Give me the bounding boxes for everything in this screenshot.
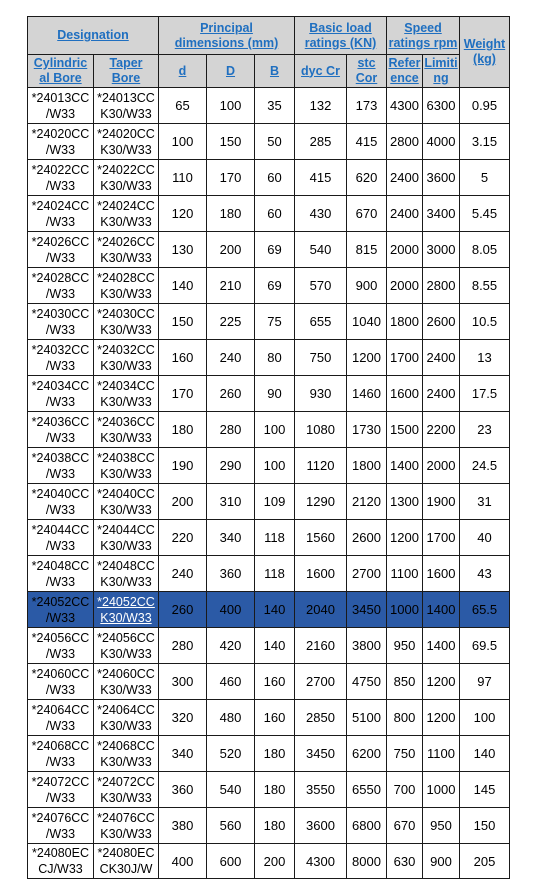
cylindrical-bore-cell: *24013CC /W33 [28,88,94,124]
table-row [28,124,510,160]
cylindrical-bore-cell: *24064CC /W33 [28,700,94,736]
dynamic-load-cell: 570 [295,268,347,304]
reference-speed-cell: 850 [387,664,423,700]
limiting-speed-cell: 1200 [423,700,460,736]
weight-cell: 100 [460,700,510,736]
width-b-cell: 140 [255,592,295,628]
bore-d-cell: 65 [159,88,207,124]
static-load-cell: 6200 [347,736,387,772]
table-row [28,736,510,772]
bore-d-cell: 170 [159,376,207,412]
limiting-speed-cell: 3400 [423,196,460,232]
reference-speed-cell: 2400 [387,196,423,232]
dynamic-load-cell: 2700 [295,664,347,700]
bore-d-cell: 360 [159,772,207,808]
static-load-cell: 8000 [347,844,387,879]
cylindrical-bore-cell: *24020CC /W33 [28,124,94,160]
principal-dimensions-header[interactable]: Principal dimensions (mm) [159,17,295,55]
width-b-cell: 140 [255,628,295,664]
cylindrical-bore-cell: *24056CC /W33 [28,628,94,664]
cylindrical-bore-cell: *24032CC /W33 [28,340,94,376]
cylindrical-bore-cell: *24068CC /W33 [28,736,94,772]
weight-cell: 40 [460,520,510,556]
outer-d-cell: 420 [207,628,255,664]
static-load-cell: 415 [347,124,387,160]
weight-cell: 23 [460,412,510,448]
cylindrical-bore-cell: *24022CC /W33 [28,160,94,196]
limiting-speed-cell: 2400 [423,376,460,412]
table-row [28,520,510,556]
outer-d-cell: 150 [207,124,255,160]
weight-cell: 5.45 [460,196,510,232]
table-row [28,484,510,520]
table-row [28,448,510,484]
reference-speed-header[interactable]: Refer ence [387,55,423,88]
table-row [28,664,510,700]
table-row [28,808,510,844]
width-b-cell: 60 [255,196,295,232]
table-row [28,88,510,124]
reference-speed-cell: 2000 [387,232,423,268]
limiting-speed-cell: 2600 [423,304,460,340]
dynamic-load-cell: 750 [295,340,347,376]
reference-speed-cell: 4300 [387,88,423,124]
dynamic-load-cell: 3600 [295,808,347,844]
outer-d-cell: 600 [207,844,255,879]
table-row [28,304,510,340]
taper-bore-cell[interactable]: *24032CC K30/W33 [94,340,159,376]
outer-d-cell: 310 [207,484,255,520]
bore-d-cell: 130 [159,232,207,268]
limiting-speed-cell: 1700 [423,520,460,556]
taper-bore-cell[interactable]: *24076CC K30/W33 [94,808,159,844]
static-load-cell: 3800 [347,628,387,664]
taper-bore-cell[interactable]: *24028CC K30/W33 [94,268,159,304]
cylindrical-bore-cell: *24048CC /W33 [28,556,94,592]
outer-d-cell: 240 [207,340,255,376]
width-b-cell: 100 [255,448,295,484]
weight-cell: 31 [460,484,510,520]
dynamic-load-cell: 430 [295,196,347,232]
cylindrical-bore-cell: *24028CC /W33 [28,268,94,304]
reference-speed-cell: 1200 [387,520,423,556]
reference-speed-cell: 2000 [387,268,423,304]
reference-speed-cell: 1700 [387,340,423,376]
taper-bore-cell[interactable]: *24024CC K30/W33 [94,196,159,232]
dynamic-load-cell: 1080 [295,412,347,448]
reference-speed-cell: 1100 [387,556,423,592]
weight-cell: 13 [460,340,510,376]
table-row [28,844,510,879]
table-row [28,772,510,808]
width-b-cell: 160 [255,664,295,700]
weight-cell: 150 [460,808,510,844]
static-load-cell: 2700 [347,556,387,592]
limiting-speed-cell: 2400 [423,340,460,376]
static-load-cell: 815 [347,232,387,268]
dynamic-load-cell: 2850 [295,700,347,736]
reference-speed-cell: 1000 [387,592,423,628]
limiting-speed-cell: 1600 [423,556,460,592]
reference-speed-cell: 1600 [387,376,423,412]
reference-speed-cell: 800 [387,700,423,736]
taper-bore-header[interactable]: Taper Bore [94,55,159,88]
table-row [28,628,510,664]
bore-d-cell: 140 [159,268,207,304]
cylindrical-bore-cell: *24036CC /W33 [28,412,94,448]
bore-d-cell: 150 [159,304,207,340]
table-row-selected [28,592,510,628]
taper-bore-cell[interactable]: *24060CC K30/W33 [94,664,159,700]
width-b-cell: 180 [255,736,295,772]
taper-bore-cell[interactable]: *24064CC K30/W33 [94,700,159,736]
outer-d-cell: 180 [207,196,255,232]
reference-speed-cell: 700 [387,772,423,808]
limiting-speed-cell: 1000 [423,772,460,808]
weight-cell: 8.55 [460,268,510,304]
taper-bore-cell[interactable]: *24013CC K30/W33 [94,88,159,124]
static-load-cell: 2120 [347,484,387,520]
width-b-cell: 69 [255,232,295,268]
static-load-cell: 5100 [347,700,387,736]
dynamic-load-cell: 3550 [295,772,347,808]
basic-load-ratings-header[interactable]: Basic load ratings (KN) [295,17,387,55]
taper-bore-link[interactable]: *24052CC K30/W33 [94,592,159,628]
bore-d-cell: 300 [159,664,207,700]
weight-cell: 3.15 [460,124,510,160]
limiting-speed-header[interactable]: Limiti ng [423,55,460,88]
outer-d-cell: 200 [207,232,255,268]
bore-d-cell: 400 [159,844,207,879]
width-b-cell: 118 [255,520,295,556]
outer-d-cell: 480 [207,700,255,736]
limiting-speed-cell: 6300 [423,88,460,124]
reference-speed-cell: 670 [387,808,423,844]
outer-d-cell: 400 [207,592,255,628]
dynamic-load-cell: 2040 [295,592,347,628]
limiting-speed-cell: 2200 [423,412,460,448]
taper-bore-cell[interactable]: *24048CC K30/W33 [94,556,159,592]
reference-speed-cell: 1300 [387,484,423,520]
bore-d-cell: 110 [159,160,207,196]
dynamic-load-cell: 4300 [295,844,347,879]
table-row [28,376,510,412]
taper-bore-cell[interactable]: *24068CC K30/W33 [94,736,159,772]
bore-d-cell: 320 [159,700,207,736]
reference-speed-cell: 1800 [387,304,423,340]
table-row [28,196,510,232]
weight-cell: 65.5 [460,592,510,628]
width-b-cell: 60 [255,160,295,196]
table-row [28,160,510,196]
dynamic-load-cell: 3450 [295,736,347,772]
bore-d-cell: 190 [159,448,207,484]
outer-d-cell: 210 [207,268,255,304]
bore-d-cell: 340 [159,736,207,772]
outer-d-cell: 290 [207,448,255,484]
static-load-header[interactable]: stc Cor [347,55,387,88]
dynamic-load-cell: 132 [295,88,347,124]
outer-d-cell: 260 [207,376,255,412]
taper-bore-cell[interactable]: *24030CC K30/W33 [94,304,159,340]
outer-d-cell: 360 [207,556,255,592]
width-b-cell: 80 [255,340,295,376]
dynamic-load-cell: 930 [295,376,347,412]
limiting-speed-cell: 4000 [423,124,460,160]
dynamic-load-cell: 1560 [295,520,347,556]
bore-d-cell: 220 [159,520,207,556]
outer-d-cell: 560 [207,808,255,844]
designation-header[interactable]: Designation [28,17,159,55]
bore-d-cell: 260 [159,592,207,628]
weight-cell: 10.5 [460,304,510,340]
cylindrical-bore-cell: *24024CC /W33 [28,196,94,232]
dynamic-load-cell: 655 [295,304,347,340]
taper-bore-cell[interactable]: *24080EC CK30J/W [94,844,159,879]
width-b-cell: 180 [255,772,295,808]
cylindrical-bore-cell: *24034CC /W33 [28,376,94,412]
width-b-cell: 90 [255,376,295,412]
taper-bore-cell[interactable]: *24036CC K30/W33 [94,412,159,448]
taper-bore-cell[interactable]: *24026CC K30/W33 [94,232,159,268]
width-b-cell: 160 [255,700,295,736]
taper-bore-cell[interactable]: *24044CC K30/W33 [94,520,159,556]
static-load-cell: 2600 [347,520,387,556]
weight-cell: 97 [460,664,510,700]
outer-d-cell: 540 [207,772,255,808]
taper-bore-cell[interactable]: *24022CC K30/W33 [94,160,159,196]
dynamic-load-cell: 1600 [295,556,347,592]
cylindrical-bore-header[interactable]: Cylindric al Bore [28,55,94,88]
static-load-cell: 1040 [347,304,387,340]
dynamic-load-cell: 2160 [295,628,347,664]
cylindrical-bore-cell: *24044CC /W33 [28,520,94,556]
outer-d-cell: 225 [207,304,255,340]
cylindrical-bore-cell: *24052CC /W33 [28,592,94,628]
taper-bore-cell[interactable]: *24072CC K30/W33 [94,772,159,808]
bore-d-cell: 160 [159,340,207,376]
outer-d-cell: 280 [207,412,255,448]
bore-d-cell: 240 [159,556,207,592]
bearing-spec-table [27,16,510,879]
bore-d-cell: 280 [159,628,207,664]
width-b-cell: 109 [255,484,295,520]
cylindrical-bore-cell: *24076CC /W33 [28,808,94,844]
dynamic-load-header[interactable]: dyc Cr [295,55,347,88]
width-b-cell: 180 [255,808,295,844]
width-b-cell: 69 [255,268,295,304]
outer-d-cell: 100 [207,88,255,124]
weight-cell: 0.95 [460,88,510,124]
speed-ratings-header[interactable]: Speed ratings rpm [387,17,460,55]
cylindrical-bore-cell: *24040CC /W33 [28,484,94,520]
outer-d-cell: 460 [207,664,255,700]
limiting-speed-cell: 3000 [423,232,460,268]
limiting-speed-cell: 1400 [423,628,460,664]
taper-bore-cell[interactable]: *24020CC K30/W33 [94,124,159,160]
static-load-cell: 620 [347,160,387,196]
taper-bore-cell[interactable]: *24038CC K30/W33 [94,448,159,484]
cylindrical-bore-cell: *24038CC /W33 [28,448,94,484]
width-b-cell: 100 [255,412,295,448]
static-load-cell: 900 [347,268,387,304]
width-b-cell: 118 [255,556,295,592]
table-row [28,700,510,736]
weight-cell: 140 [460,736,510,772]
static-load-cell: 1730 [347,412,387,448]
outer-d-cell: 340 [207,520,255,556]
taper-bore-cell[interactable]: *24056CC K30/W33 [94,628,159,664]
static-load-cell: 3450 [347,592,387,628]
weight-cell: 145 [460,772,510,808]
weight-cell: 69.5 [460,628,510,664]
bore-d-cell: 180 [159,412,207,448]
table-row [28,412,510,448]
bore-d-cell: 100 [159,124,207,160]
static-load-cell: 1800 [347,448,387,484]
bore-d-cell: 120 [159,196,207,232]
limiting-speed-cell: 1200 [423,664,460,700]
limiting-speed-cell: 2800 [423,268,460,304]
reference-speed-cell: 630 [387,844,423,879]
static-load-cell: 1460 [347,376,387,412]
dynamic-load-cell: 415 [295,160,347,196]
static-load-cell: 6550 [347,772,387,808]
width-b-cell: 35 [255,88,295,124]
limiting-speed-cell: 900 [423,844,460,879]
weight-cell: 205 [460,844,510,879]
dynamic-load-cell: 1120 [295,448,347,484]
table-row [28,268,510,304]
static-load-cell: 6800 [347,808,387,844]
width-b-cell: 75 [255,304,295,340]
cylindrical-bore-cell: *24072CC /W33 [28,772,94,808]
outer-d-cell: 520 [207,736,255,772]
cylindrical-bore-cell: *24060CC /W33 [28,664,94,700]
static-load-cell: 173 [347,88,387,124]
static-load-cell: 4750 [347,664,387,700]
outer-d-cell: 170 [207,160,255,196]
taper-bore-cell[interactable]: *24040CC K30/W33 [94,484,159,520]
taper-bore-cell[interactable]: *24034CC K30/W33 [94,376,159,412]
weight-header[interactable]: Weight (kg) [460,17,510,88]
table-row [28,340,510,376]
cylindrical-bore-cell: *24080EC CJ/W33 [28,844,94,879]
weight-cell: 43 [460,556,510,592]
bore-d-cell: 200 [159,484,207,520]
reference-speed-cell: 750 [387,736,423,772]
width-b-cell: 200 [255,844,295,879]
weight-cell: 8.05 [460,232,510,268]
reference-speed-cell: 2400 [387,160,423,196]
limiting-speed-cell: 3600 [423,160,460,196]
dynamic-load-cell: 285 [295,124,347,160]
cylindrical-bore-cell: *24026CC /W33 [28,232,94,268]
bore-d-cell: 380 [159,808,207,844]
weight-cell: 24.5 [460,448,510,484]
limiting-speed-cell: 2000 [423,448,460,484]
reference-speed-cell: 950 [387,628,423,664]
width-b-cell: 50 [255,124,295,160]
static-load-cell: 1200 [347,340,387,376]
weight-cell: 17.5 [460,376,510,412]
reference-speed-cell: 1400 [387,448,423,484]
limiting-speed-cell: 1100 [423,736,460,772]
limiting-speed-cell: 1400 [423,592,460,628]
bore-d-header[interactable]: d [159,55,207,88]
cylindrical-bore-cell: *24030CC /W33 [28,304,94,340]
weight-cell: 5 [460,160,510,196]
dynamic-load-cell: 540 [295,232,347,268]
outer-d-header[interactable]: D [207,55,255,88]
table-row [28,232,510,268]
table-row [28,556,510,592]
limiting-speed-cell: 950 [423,808,460,844]
static-load-cell: 670 [347,196,387,232]
limiting-speed-cell: 1900 [423,484,460,520]
reference-speed-cell: 1500 [387,412,423,448]
reference-speed-cell: 2800 [387,124,423,160]
width-b-header[interactable]: B [255,55,295,88]
dynamic-load-cell: 1290 [295,484,347,520]
